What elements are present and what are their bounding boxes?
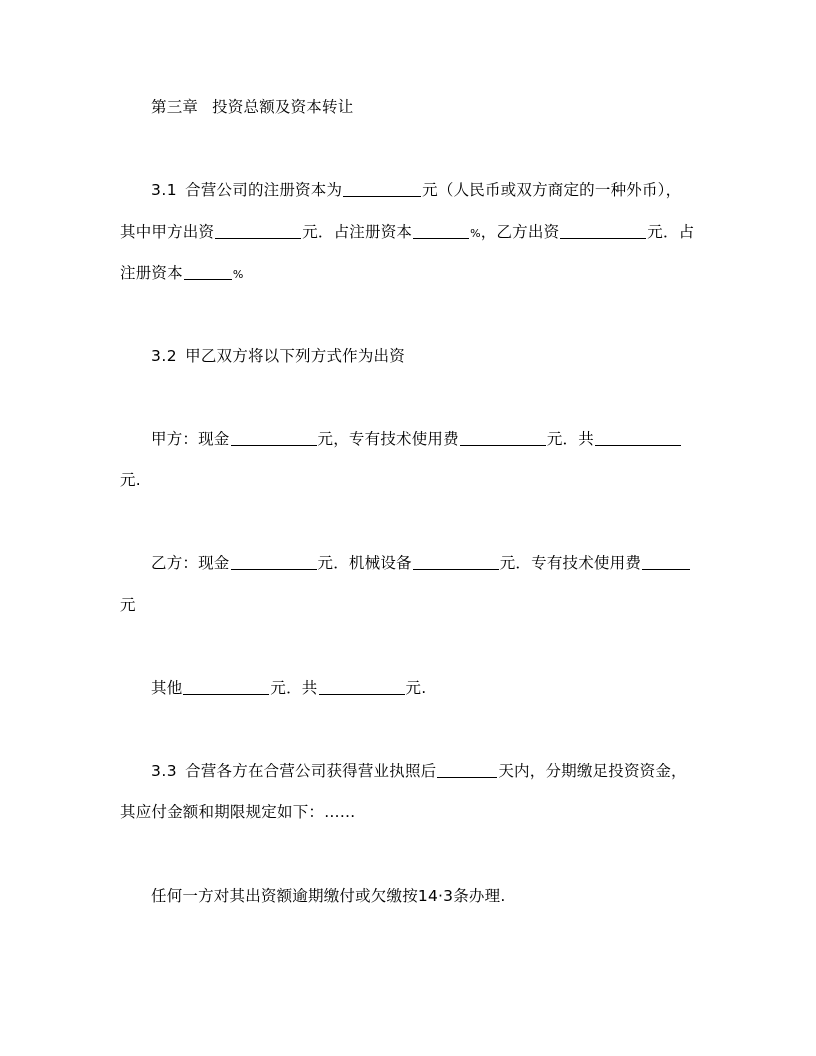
- clause-text: 元．专有技术使用费: [499, 554, 642, 572]
- chapter-number: 第三章: [151, 98, 199, 116]
- clause-text: 甲乙双方将以下列方式作为出资: [185, 347, 405, 365]
- clause-text: 其中甲方出资: [120, 223, 215, 241]
- clause-3-1-line-2: [120, 222, 694, 244]
- clause-text: 元．共: [546, 430, 594, 448]
- clause-3-2-number: 3.2: [151, 347, 178, 365]
- other-amount-blank[interactable]: [183, 679, 269, 695]
- clause-text: 元（人民币或双方商定的一种外币），: [422, 181, 682, 199]
- party-b-tech-fee-blank[interactable]: [642, 554, 690, 570]
- days-blank[interactable]: [437, 762, 497, 778]
- percent-sign: %: [470, 227, 481, 240]
- final-clause: [151, 886, 505, 906]
- party-b-percent-blank[interactable]: [184, 264, 232, 280]
- percent-sign: %: [232, 268, 244, 281]
- other-line: [151, 678, 426, 698]
- registered-capital-blank[interactable]: [343, 181, 421, 197]
- clause-text: 天内，分期缴足投资资金，: [498, 762, 687, 780]
- clause-3-1-line-1: [151, 180, 681, 200]
- party-a-line-1: [151, 429, 682, 449]
- clause-3-3-line-2: [120, 802, 356, 822]
- clause-3-2: [151, 346, 405, 366]
- party-a-line-2: [120, 470, 141, 490]
- clause-text: ，乙方出资: [480, 223, 560, 241]
- clause-text: 元．共: [270, 679, 318, 697]
- clause-text: 合营公司的注册资本为: [185, 181, 343, 199]
- clause-text: 合营各方在合营公司获得营业执照后: [185, 762, 437, 780]
- clause-text: 元: [120, 596, 136, 614]
- clause-text: 其他: [151, 679, 183, 697]
- clause-text: 元.: [405, 679, 427, 697]
- clause-text: 其应付金额和期限规定如下：……: [120, 803, 356, 821]
- clause-text: 元．占: [647, 223, 695, 241]
- chapter-heading: [151, 97, 353, 117]
- clause-text: 元．占注册资本: [302, 223, 413, 241]
- party-b-line-1: [151, 553, 691, 573]
- party-b-cash-blank[interactable]: [231, 554, 317, 570]
- party-b-line-2: [120, 595, 136, 615]
- clause-text: 元．机械设备: [317, 554, 412, 572]
- other-total-blank[interactable]: [319, 679, 405, 695]
- clause-text: 元，专有技术使用费: [317, 430, 459, 448]
- party-a-tech-fee-blank[interactable]: [460, 430, 546, 446]
- clause-3-3-line-1: [151, 761, 687, 781]
- party-b-contribution-blank[interactable]: [560, 223, 646, 239]
- clause-text: 元.: [120, 471, 141, 489]
- clause-text: 乙方：现金: [151, 554, 230, 572]
- clause-text: 甲方：现金: [151, 430, 230, 448]
- clause-3-3-number: 3.3: [151, 762, 178, 780]
- clause-3-1-line-3: [120, 263, 243, 285]
- clause-text: 注册资本: [120, 264, 183, 282]
- chapter-title: 投资总额及资本转让: [212, 98, 354, 116]
- clause-text: 任何一方对其出资额逾期缴付或欠缴按14·3条办理.: [151, 887, 506, 905]
- party-a-cash-blank[interactable]: [231, 430, 317, 446]
- party-a-percent-blank[interactable]: [413, 223, 469, 239]
- party-a-contribution-blank[interactable]: [215, 223, 301, 239]
- clause-3-1-number: 3.1: [151, 181, 178, 199]
- party-b-machinery-blank[interactable]: [413, 554, 499, 570]
- party-a-total-blank[interactable]: [595, 430, 681, 446]
